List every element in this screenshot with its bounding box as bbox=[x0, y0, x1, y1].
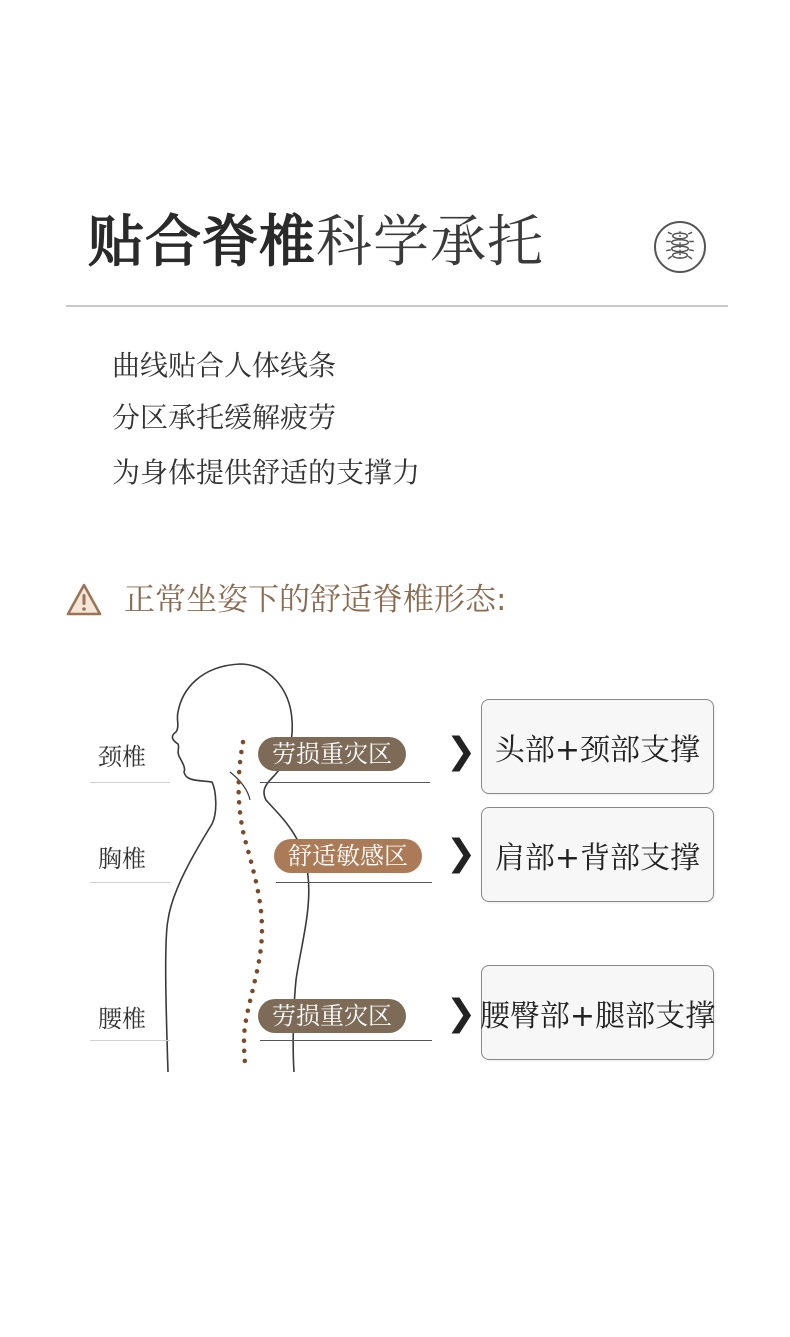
zone-underline bbox=[276, 882, 432, 883]
header-divider bbox=[66, 305, 728, 307]
title-bold-part: 贴合脊椎 bbox=[88, 210, 316, 275]
support-box-head-neck: 头部+颈部支撑 bbox=[481, 699, 714, 794]
feature-item: 为身体提供舒适的支撑力 bbox=[112, 456, 421, 489]
chevron-right-icon: ❯ bbox=[446, 993, 477, 1034]
warning-icon bbox=[66, 583, 102, 617]
region-label-thoracic: 胸椎 bbox=[98, 845, 146, 873]
region-label-cervical: 颈椎 bbox=[98, 743, 146, 771]
region-label-lumbar: 腰椎 bbox=[98, 1005, 146, 1033]
chevron-right-icon: ❯ bbox=[446, 731, 477, 772]
support-box-waist-leg: 腰臀部+腿部支撑 bbox=[481, 965, 714, 1060]
posture-heading: 正常坐姿下的舒适脊椎形态: bbox=[124, 582, 507, 618]
spine-icon bbox=[654, 221, 706, 273]
feature-item: 曲线贴合人体线条 bbox=[112, 349, 337, 382]
page-title bbox=[88, 207, 544, 279]
zone-underline bbox=[260, 782, 430, 783]
zone-badge-lumbar: 劳损重灾区 bbox=[258, 999, 406, 1033]
region-divider bbox=[90, 1040, 170, 1041]
region-divider bbox=[90, 782, 170, 783]
zone-badge-cervical: 劳损重灾区 bbox=[258, 737, 406, 771]
region-divider bbox=[90, 882, 170, 883]
spine-diagram bbox=[0, 640, 790, 1100]
support-box-shoulder-back: 肩部+背部支撑 bbox=[481, 807, 714, 902]
chevron-right-icon: ❯ bbox=[446, 833, 477, 874]
feature-item: 分区承托缓解疲劳 bbox=[112, 401, 337, 434]
title-light-part: 科学承托 bbox=[316, 210, 544, 275]
zone-underline bbox=[260, 1040, 432, 1041]
zone-badge-thoracic: 舒适敏感区 bbox=[274, 839, 422, 873]
